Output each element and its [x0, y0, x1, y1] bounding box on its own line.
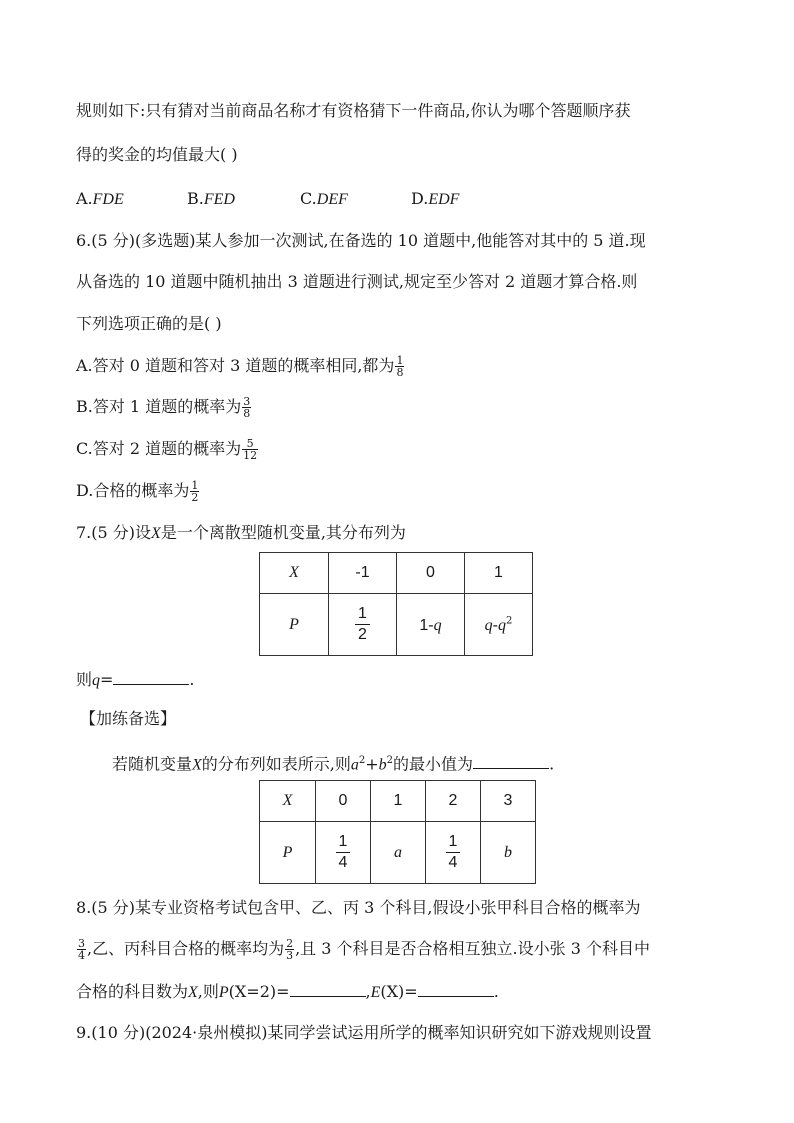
table-row-label: P	[260, 594, 329, 656]
extra-stem: 若随机变量X的分布列如表所示,则$a^2+b^2$的最小值为 .	[112, 754, 555, 774]
q9-line-1: 9.(10 分)(2024·泉州模拟)某同学尝试运用所学的概率知识研究如下游戏规则设置	[76, 1023, 652, 1042]
table-cell: b	[481, 822, 536, 884]
fraction: $\frac{3}{8}$	[243, 395, 251, 420]
table-header-cell: 1	[371, 781, 426, 822]
q7-distribution-table	[259, 552, 533, 656]
q8-line-3: 合格的科目数为X,则P(X=2)= ,E(X)= .	[76, 982, 499, 1001]
extra-practice-title: 【加练备选】	[80, 709, 177, 728]
table-header-cell: 2	[426, 781, 481, 822]
table-header-cell: 1	[465, 553, 533, 594]
q6-line-1: 6.(5 分)(多选题)某人参加一次测试,在备选的 10 道题中,他能答对其中的 5 道.现	[76, 231, 646, 250]
table-header-cell: 0	[397, 553, 465, 594]
option-b: B.FED	[187, 189, 235, 208]
q6-line-2: 从备选的 10 道题中随机抽出 3 道题进行测试,规定至少答对 2 道题才算合格.则	[76, 272, 638, 291]
q6-option-a: A.答对 0 道题和答对 3 道题的概率相同,都为 $\frac{1}{8}$	[76, 354, 404, 379]
fraction: $\frac{1}{2}$	[191, 479, 199, 504]
table-cell: $\frac{1}{4}$	[316, 822, 371, 884]
q5-options	[76, 188, 459, 211]
extra-distribution-table	[259, 780, 536, 884]
answer-blank[interactable]	[418, 980, 494, 997]
table-header-cell: X	[260, 781, 316, 822]
table-cell: a	[371, 822, 426, 884]
fraction: $\frac{2}{3}$	[286, 937, 294, 962]
q6-line-3: 下列选项正确的是( )	[76, 314, 222, 333]
intro-line-1: 规则如下:只有猜对当前商品名称才有资格猜下一件商品,你认为哪个答题顺序获	[76, 101, 631, 120]
option-c: C.DEF	[300, 189, 348, 208]
fraction: $\frac{3}{4}$	[78, 937, 85, 962]
fraction: $\frac{1}{8}$	[396, 354, 404, 379]
option-d: D.EDF	[411, 189, 460, 208]
table-row-label: P	[260, 822, 316, 884]
table-header-cell: 0	[316, 781, 371, 822]
table-cell: $\frac{1}{2}$	[329, 594, 397, 656]
q6-option-d: D.合格的概率为 $\frac{1}{2}$	[76, 479, 199, 504]
table-cell: 1-q	[397, 594, 465, 656]
intro-line-2: 得的奖金的均值最大( )	[76, 145, 238, 164]
option-a: A.FDE	[76, 189, 124, 208]
q6-option-b: B.答对 1 道题的概率为 $\frac{3}{8}$	[76, 395, 251, 420]
answer-blank[interactable]	[290, 980, 366, 997]
table-header-cell: 3	[481, 781, 536, 822]
table-cell: $q-q^2$	[465, 594, 533, 656]
q7-answer-line: 则q= .	[76, 670, 195, 689]
table-header-cell: -1	[329, 553, 397, 594]
q7-stem: 7.(5 分)设X是一个离散型随机变量,其分布列为	[76, 523, 406, 542]
answer-blank[interactable]	[113, 668, 189, 685]
table-header-cell: X	[260, 553, 329, 594]
q6-option-c: C.答对 2 道题的概率为 $\frac{5}{12}$	[76, 437, 258, 462]
q8-line-1: 8.(5 分)某专业资格考试包含甲、乙、丙 3 个科目,假设小张甲科目合格的概率为	[76, 898, 641, 917]
table-cell: $\frac{1}{4}$	[426, 822, 481, 884]
answer-blank[interactable]	[473, 752, 549, 769]
fraction: $\frac{5}{12}$	[243, 437, 258, 462]
q8-line-2: $\frac{3}{4}$ ,乙、丙科目合格的概率均为 $\frac{2}{3}$ ,且 3 个科目是否合格相互独立.设小张 3 个科目中	[78, 937, 650, 962]
